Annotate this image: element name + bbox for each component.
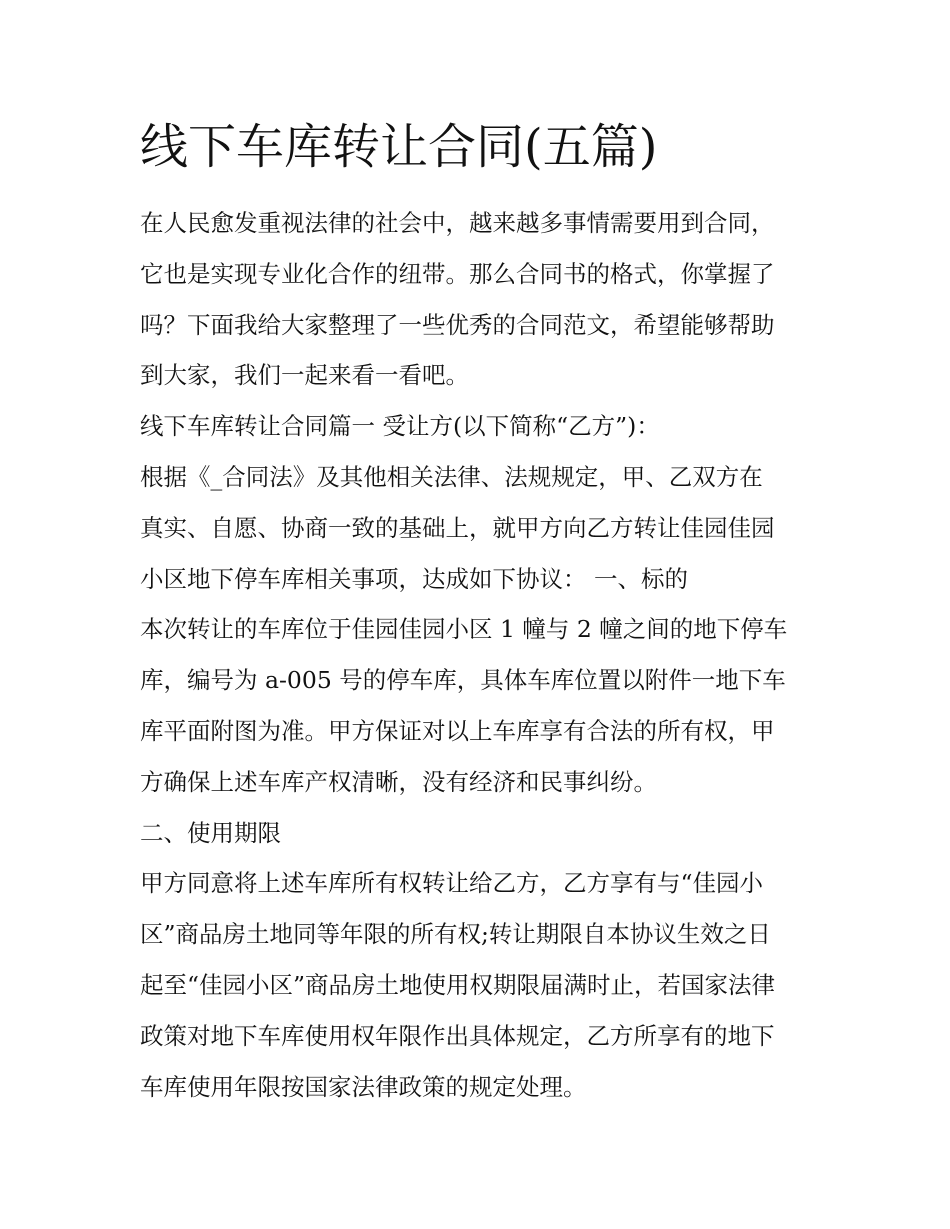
text-line: 真实、自愿、协商一致的基础上，就甲方向乙方转让佳园佳园 [140,513,775,542]
text-line: 在人民愈发重视法律的社会中，越来越多事情需要用到合同， [140,209,775,237]
document-title: 线下车库转让合同(五篇) [140,119,658,175]
text-line: 甲方同意将上述车库所有权转让给乙方，乙方享有与“佳园小 [140,869,764,898]
text-line: 到大家，我们一起来看一看吧。 [140,361,469,390]
text-line: 政策对地下车库使用权年限作出具体规定，乙方所享有的地下 [140,1021,775,1050]
section-heading-line: 二、使用期限 [140,818,281,847]
text-line: 吗？下面我给大家整理了一些优秀的合同范文，希望能够帮助 [140,310,775,339]
text-line: 本次转让的车库位于佳园佳园小区 1 幢与 2 幢之间的地下停车 [140,615,788,644]
text-line: 起至“佳园小区”商品房土地使用权期限届满时止，若国家法律 [140,970,776,999]
text-line: 车库使用年限按国家法律政策的规定处理。 [140,1072,587,1101]
text-line: 方确保上述车库产权清晰，没有经济和民事纠纷。 [140,767,657,796]
text-line: 根据《_合同法》及其他相关法律、法规规定，甲、乙双方在 [140,462,763,491]
text-line: 小区地下停车库相关事项，达成如下协议： 一、标的 [140,564,688,593]
text-line: 库平面附图为准。甲方保证对以上车库享有合法的所有权，甲 [140,716,775,745]
section-heading-line: 线下车库转让合同篇一 受让方(以下简称“乙方”)： [140,412,660,441]
document-body [140,198,820,1112]
text-line: 库，编号为 a-005 号的停车库，具体车库位置以附件一地下车 [140,666,786,695]
text-line: 它也是实现专业化合作的纽带。那么合同书的格式，你掌握了 [140,259,775,288]
text-line: 区”商品房土地同等年限的所有权;转让期限自本协议生效之日 [140,920,771,949]
